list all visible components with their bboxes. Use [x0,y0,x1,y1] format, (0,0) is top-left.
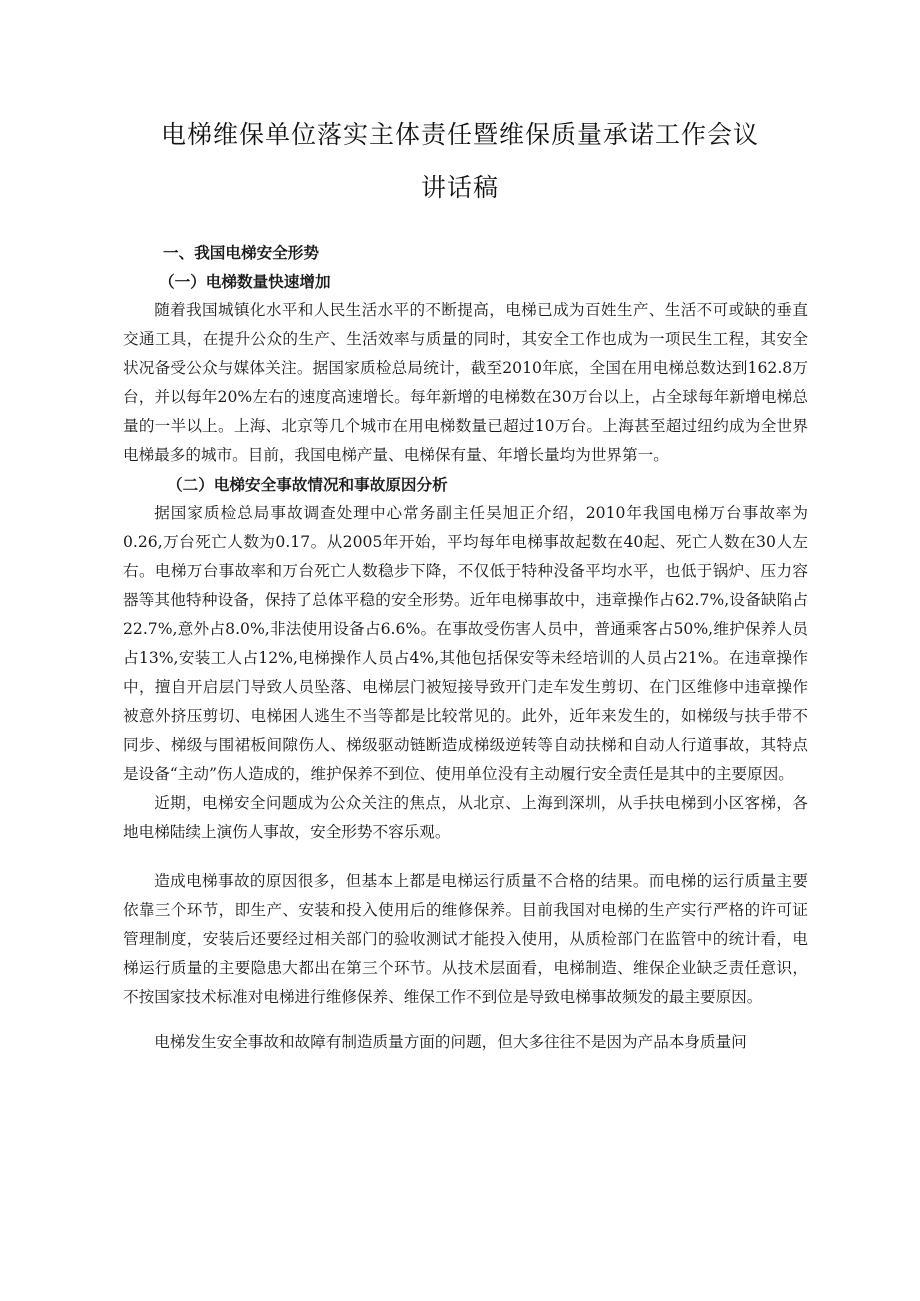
document-title: 电梯维保单位落实主体责任暨维保质量承诺工作会议 [160,120,759,149]
section-heading: 一、我国电梯安全形势 [163,243,319,262]
spacer [123,1012,808,1028]
paragraph: 随着我国城镇化水平和人民生活水平的不断提高，电梯已成为百姓生产、生活不可或缺的垂直交通工具，在提升公众的生产、生活效率与质量的同时，其安全工作也成为一项民生工程，其安全状况备受公众与媒体关注。据国家质检总局统计，截至2010年底，全国在用电梯总数达到162.8万台，并以每年20%左右的速度高速增长。每年新增的电梯数在30万台以上，占全球每年新增电梯总量的一半以上。上海、北京等几个城市在用电梯数量已超过10万台。上海甚至超过纽约成为全世界电梯最多的城市。目前，我国电梯产量、电梯保有量、年增长量均为世界第一。 [123,301,808,464]
subsection-heading: （一）电梯数量快速增加 [159,272,331,291]
subsection-heading: （二）电梯安全事故情况和事故原因分析 [167,475,448,494]
paragraph: 近期，电梯安全问题成为公众关注的焦点，从北京、上海到深圳，从手扶电梯到小区客梯，各地电梯陆续上演伤人事故，安全形势不容乐观。 [123,794,808,841]
paragraph: 据国家质检总局事故调查处理中心常务副主任吴旭正介绍，2010年我国电梯万台事故率为0.26,万台死亡人数为0.17。从2005年开始，平均每年电梯事故起数在40起、死亡人数在30人左右。电梯万台事故率和万台死亡人数稳步下降，不仅低于特种没备平均水平，也低于锅炉、压力容器等其他特种设备，保持了总体平稳的安全形势。近年电梯事故中，违章操作占62.7%,设备缺陷占22.7%,意外占8.0%,非法使用设备占6.6%。在事故受伤害人员中，普通乘客占50%,维护保养人员占13%,安装工人占12%,电梯操作人员占4%,其他包括保安等未经培训的人员占21%。在违章操作中，擅自开启层门导致人员坠落、电梯层门被短接导致开门走车发生剪切、在门区维修中违章操作被意外挤压剪切、电梯困人逃生不当等都是比较常见的。此外，近年来发生的，如梯级与扶手带不同步、梯级与围裙板间隙伤人、梯级驱动链断造成梯级逆转等自动扶梯和自动人行道事故，其特点是设备“主动”伤人造成的，维护保养不到位、使用单位没有主动履行安全责任是其中的主要原因。 [123,504,808,783]
document-title-line2: 讲话稿 [420,173,499,202]
spacer [123,847,808,867]
paragraph: 电梯发生安全事故和故障有制造质量方面的问题，但大多往往不是因为产品本身质量问 [154,1033,747,1051]
paragraph: 造成电梯事故的原因很多，但基本上都是电梯运行质量不合格的结果。而电梯的运行质量主要依靠三个环节，即生产、安装和投入使用后的维修保养。目前我国对电梯的生产实行严格的许可证管理制度，安装后还要经过相关部门的验收测试才能投入使用，从质检部门在监管中的统计看，电梯运行质量的主要隐患大都出在第三个环节。从技术层面看，电梯制造、维保企业缺乏责任意识，不按国家技术标准对电梯进行维修保养、维保工作不到位是导致电梯事故频发的最主要原因。 [123,872,808,1006]
document-body [123,238,808,1057]
